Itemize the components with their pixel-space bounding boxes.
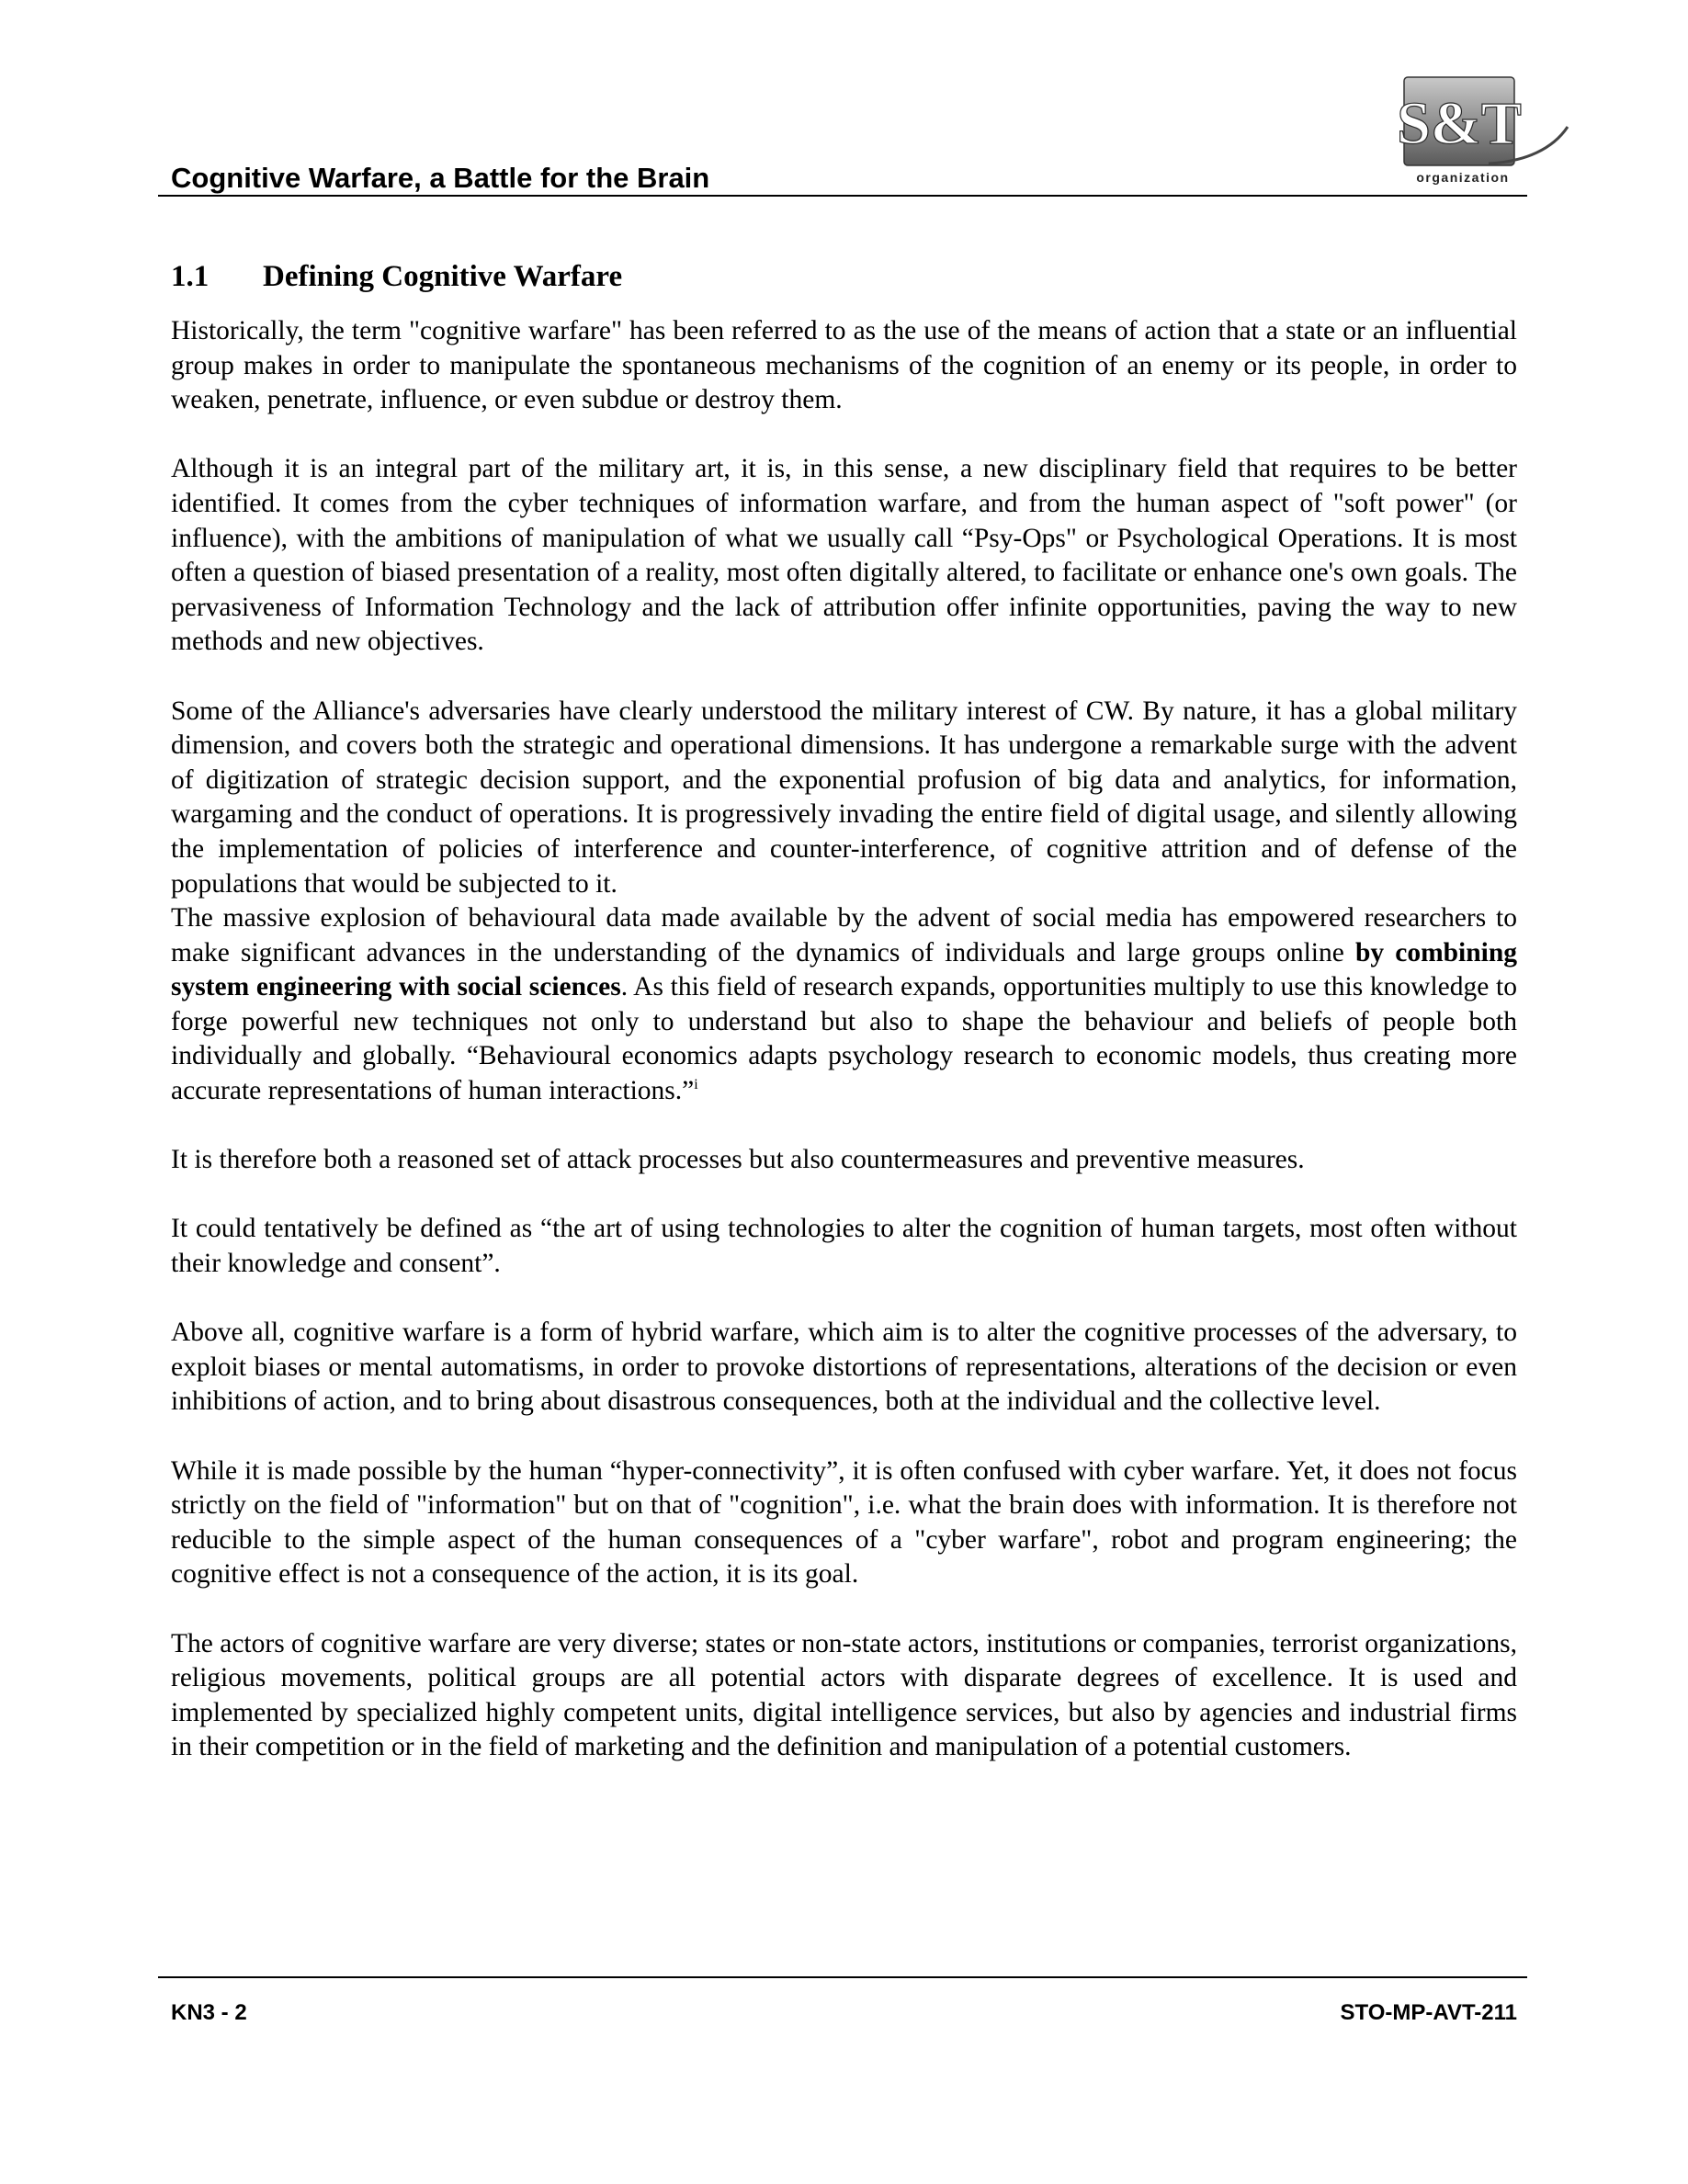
header-rule: [158, 195, 1527, 197]
logo-subtext: organization: [1416, 170, 1510, 185]
footer-document-code: STO-MP-AVT-211: [1340, 2000, 1517, 2025]
body-text: [171, 314, 1517, 1800]
footer-rule: [158, 1976, 1527, 1978]
paragraph: Although it is an integral part of the military art, it is, in this sense, a new disciplinary field that requires to be better identified. It comes from the cyber techniques of information warfare, and from the human aspect of "soft power" (or influence), with the ambitions of manipulation of what we usually call “Psy-Ops" or Psychological Operations. It is most often a question of biased presentation of a reality, most often digitally altered, to facilitate or enhance one's own goals. The pervasiveness of Information Technology and the lack of attribution offer infinite opportunities, paving the way to new methods and new objectives.: [171, 454, 1517, 657]
paragraph: The actors of cognitive warfare are very diverse; states or non-state actors, institutions or companies, terrorist organizations, religious movements, political groups are all potential actors with disparate degrees of excellence. It is used and implemented by specialized highly competent units, digital intelligence services, but also by agencies and industrial firms in their competition or in the field of marketing and the definition and manipulation of a potential customers.: [171, 1628, 1517, 1762]
paragraph: Historically, the term "cognitive warfare" has been referred to as the use of the means of action that a state or an influential group makes in order to manipulate the spontaneous mechanisms of the cognition of an enemy or its people, in order to weaken, penetrate, influence, or even subdue or destroy them.: [171, 316, 1517, 415]
paragraph-text-segment: . As this field of research expands, opportunities multiply to use this knowledge to forge powerful new techniques not only to understand but also to shape the behaviour and beliefs of people both individually and globally. “Behavioural economics adapts psychology research to economic models, thus creating more accurate representations of human interactions.”: [171, 972, 1517, 1106]
section-heading: [171, 260, 622, 294]
emphasis-text: by combining system engineering with social sciences: [171, 937, 1517, 1002]
paragraph: It is therefore both a reasoned set of attack processes but also countermeasures and preventive measures.: [171, 1145, 1305, 1175]
endnote-marker[interactable]: i: [694, 1077, 698, 1093]
paragraph: It could tentatively be defined as “the art of using technologies to alter the cognition of human targets, most often without their knowledge and consent”.: [171, 1214, 1517, 1279]
paragraph: Above all, cognitive warfare is a form of hybrid warfare, which aim is to alter the cognitive processes of the adversary, to exploit biases or mental automatisms, in order to provoke distortions of representations, alterations of the decision or even inhibitions of action, and to bring about disastrous consequences, both at the individual and the collective level.: [171, 1318, 1517, 1417]
section-number: 1.1: [171, 260, 210, 293]
logo-text: S&T: [1397, 90, 1522, 157]
running-header-title: Cognitive Warfare, a Battle for the Brain: [171, 162, 710, 194]
paragraph: Some of the Alliance's adversaries have clearly understood the military interest of CW. By nature, it has a global military dimension, and covers both the strategic and operational dimensions. It has undergone a remarkable surge with the advent of digitization of strategic decision support, and the exponential profusion of big data and analytics, for information, wargaming and the conduct of operations. It is progressively invading the entire field of digital usage, and silently allowing the implementation of policies of interference and counter-interference, of cognitive attrition and of defense of the populations that would be subjected to it.: [171, 696, 1517, 899]
footer-page-label: KN3 - 2: [171, 2000, 247, 2025]
sto-logo: [1397, 72, 1571, 187]
section-title: Defining Cognitive Warfare: [263, 260, 623, 293]
paragraph: While it is made possible by the human “hyper-connectivity”, it is often confused with cyber warfare. Yet, it does not focus strictly on the field of "information" but on that of "cognition", i.e. what the brain does with information. It is therefore not reducible to the simple aspect of the human consequences of a "cyber warfare", robot and program engineering; the cognitive effect is not a consequence of the action, it is its goal.: [171, 1455, 1517, 1590]
paragraph-text-segment: The massive explosion of behavioural data made available by the advent of social media has empowered researchers to make significant advances in the understanding of the dynamics of individuals and large groups online: [171, 903, 1517, 968]
paragraph-with-emphasis: [171, 901, 1517, 1109]
